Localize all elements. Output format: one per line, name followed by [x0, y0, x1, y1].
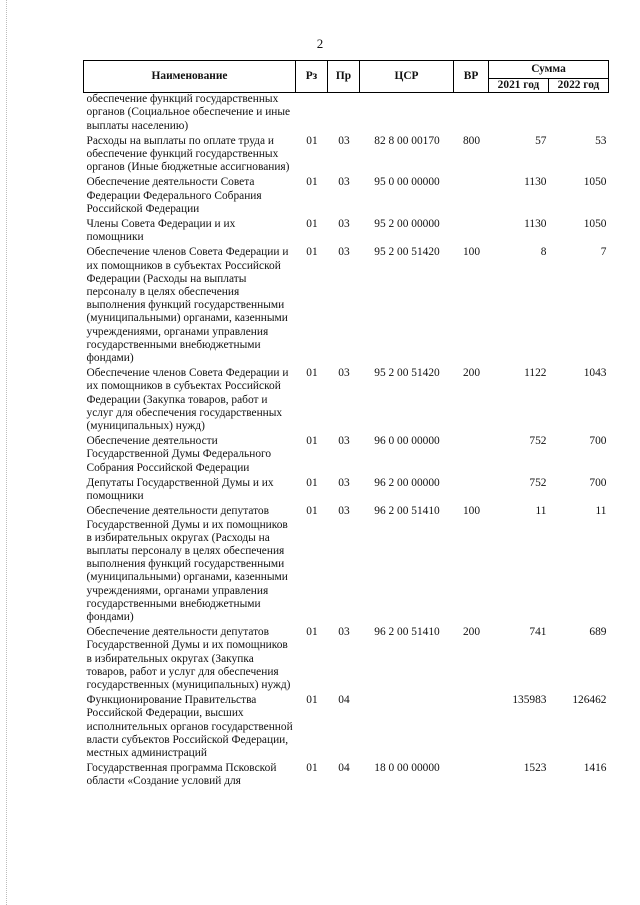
- table-row: [84, 246, 609, 367]
- budget-table: [83, 60, 609, 791]
- row-name: Депутаты Государственной Думы и их помощники: [86, 476, 274, 503]
- row-sum-2021: 135983: [512, 694, 547, 707]
- table-row: [84, 435, 609, 477]
- page-number: 2: [316, 36, 324, 51]
- row-vr: [454, 93, 489, 135]
- row-name: Расходы на выплаты по оплате труда и обеспечение функций государственных органов (Иные бюджетные ассигнования): [86, 134, 290, 174]
- row-csr: [360, 93, 454, 135]
- row-csr: 96 0 00 00000: [374, 435, 440, 448]
- row-vr: [454, 435, 489, 477]
- row-vr: 100: [462, 505, 481, 518]
- row-rz: 01: [306, 176, 318, 189]
- row-name: Члены Совета Федерации и их помощники: [86, 218, 236, 244]
- row-pr: 03: [338, 626, 350, 639]
- row-sum-2022: 1050: [583, 218, 607, 231]
- table-row: [84, 762, 609, 790]
- table-header: [84, 61, 609, 93]
- row-sum-2022: 1416: [583, 762, 607, 775]
- row-vr: 800: [462, 134, 481, 147]
- row-name: Обеспечение членов Совета Федерации и их помощников в субъектах Российской Федерации (Закупка товаров, работ и услуг для обеспечения государственных (муниципальных) нужд): [86, 367, 289, 433]
- row-vr: 100: [462, 246, 481, 259]
- row-rz: 01: [306, 626, 318, 639]
- row-sum-2022: 700: [589, 435, 607, 448]
- table-row: [84, 626, 609, 694]
- row-sum-2021: 8: [540, 246, 547, 259]
- row-sum-2022: [549, 93, 609, 135]
- header-csr: ЦСР: [360, 61, 454, 93]
- row-sum-2022: 53: [595, 134, 607, 147]
- header-name: Наименование: [84, 61, 296, 93]
- row-vr: [454, 218, 489, 246]
- row-vr: [454, 762, 489, 790]
- row-vr: 200: [462, 626, 481, 639]
- table-row: [84, 477, 609, 505]
- row-csr: 95 0 00 00000: [374, 176, 440, 189]
- row-name: Обеспечение деятельности депутатов Государственной Думы и их помощников в избирательных округах (Расходы на выплаты персоналу в целях обеспечения выполнения функций государственными (муниципальными) органами, казенными учреждениями, органами управления государственными внебюджетными фондами): [86, 505, 288, 623]
- row-sum-2022: 11: [595, 505, 607, 518]
- row-csr: 82 8 00 00170: [374, 134, 440, 147]
- row-vr: [454, 477, 489, 505]
- row-sum-2021: 1130: [524, 218, 547, 231]
- row-vr: [454, 176, 489, 218]
- row-sum-2022: 1043: [583, 367, 607, 380]
- table-body: [84, 93, 609, 791]
- row-rz: 01: [306, 762, 318, 775]
- row-sum-2021: 1523: [523, 762, 547, 775]
- row-rz: 01: [306, 694, 318, 707]
- row-pr: 03: [338, 176, 350, 189]
- row-name: Обеспечение деятельности депутатов Государственной Думы и их помощников в избирательных округах (Закупка товаров, работ и услуг для обеспечения государственных (муниципальных) нужд): [86, 626, 291, 691]
- table-row: [84, 694, 609, 762]
- row-rz: 01: [306, 435, 318, 448]
- row-pr: [328, 93, 360, 135]
- row-sum-2022: 1050: [583, 176, 607, 189]
- row-rz: 01: [306, 476, 318, 489]
- row-csr: 96 2 00 51410: [374, 505, 440, 518]
- row-rz: 01: [306, 246, 318, 259]
- row-csr: 95 2 00 51420: [374, 367, 440, 380]
- header-sum: Сумма: [489, 61, 609, 79]
- row-sum-2022: 689: [589, 626, 607, 639]
- row-rz: [296, 93, 328, 135]
- table-row: [84, 93, 609, 135]
- row-name: обеспечение функций государственных органов (Социальное обеспечение и иные выплаты населению): [86, 93, 291, 132]
- row-sum-2022: 126462: [572, 694, 607, 707]
- header-rz: Рз: [296, 61, 328, 93]
- row-rz: 01: [306, 134, 318, 147]
- row-pr: 03: [338, 476, 350, 489]
- row-vr: [454, 694, 489, 762]
- row-vr: 200: [462, 367, 481, 380]
- row-name: Обеспечение деятельности Государственной Думы Федерального Собрания Российской Федерации: [86, 435, 272, 474]
- row-sum-2021: 1130: [524, 176, 547, 189]
- row-rz: 01: [306, 367, 318, 380]
- row-pr: 03: [338, 367, 350, 380]
- row-sum-2021: 752: [529, 435, 547, 448]
- row-pr: 04: [338, 762, 350, 775]
- row-pr: 03: [338, 218, 350, 231]
- row-pr: 03: [338, 505, 350, 518]
- row-csr: 96 2 00 00000: [374, 476, 440, 489]
- row-name: Государственная программа Псковской области «Создание условий для: [86, 762, 277, 788]
- table-row: [84, 135, 609, 177]
- row-csr: 95 2 00 51420: [374, 246, 440, 259]
- row-name: Обеспечение деятельности Совета Федерации Федерального Собрания Российской Федерации: [86, 176, 262, 215]
- header-pr: Пр: [328, 61, 360, 93]
- header-year-2022: 2022 год: [549, 79, 609, 93]
- row-sum-2021: 741: [529, 626, 547, 639]
- row-name: Обеспечение членов Совета Федерации и их помощников в субъектах Российской Федерации (Расходы на выплаты персоналу в целях обеспечения выполнения функций государственными (муниципальными) органами, казенными учреждениями, органами управления государственными внебюджетными фондами): [86, 246, 289, 365]
- row-pr: 04: [338, 694, 350, 707]
- row-sum-2021: [489, 93, 549, 135]
- row-csr: 96 2 00 51410: [374, 626, 440, 639]
- row-sum-2022: 7: [600, 246, 607, 259]
- scan-edge: [6, 0, 8, 905]
- header-vr: ВР: [454, 61, 489, 93]
- row-pr: 03: [338, 246, 350, 259]
- row-name: Функционирование Правительства Российской Федерации, высших исполнительных органов государственной власти субъектов Российской Федерации, местных администраций: [86, 694, 293, 759]
- table-row: [84, 505, 609, 626]
- row-rz: 01: [306, 505, 318, 518]
- table-row: [84, 367, 609, 435]
- row-csr: 18 0 00 00000: [374, 762, 440, 775]
- row-csr: [360, 694, 454, 762]
- row-pr: 03: [338, 435, 350, 448]
- header-year-2021: 2021 год: [489, 79, 549, 93]
- table-row: [84, 176, 609, 218]
- row-pr: 03: [338, 134, 350, 147]
- row-rz: 01: [306, 218, 318, 231]
- table-row: [84, 218, 609, 246]
- row-sum-2021: 11: [535, 505, 547, 518]
- row-csr: 95 2 00 00000: [374, 218, 440, 231]
- row-sum-2021: 57: [535, 134, 547, 147]
- row-sum-2022: 700: [589, 476, 607, 489]
- row-sum-2021: 752: [529, 476, 547, 489]
- row-sum-2021: 1122: [524, 367, 547, 380]
